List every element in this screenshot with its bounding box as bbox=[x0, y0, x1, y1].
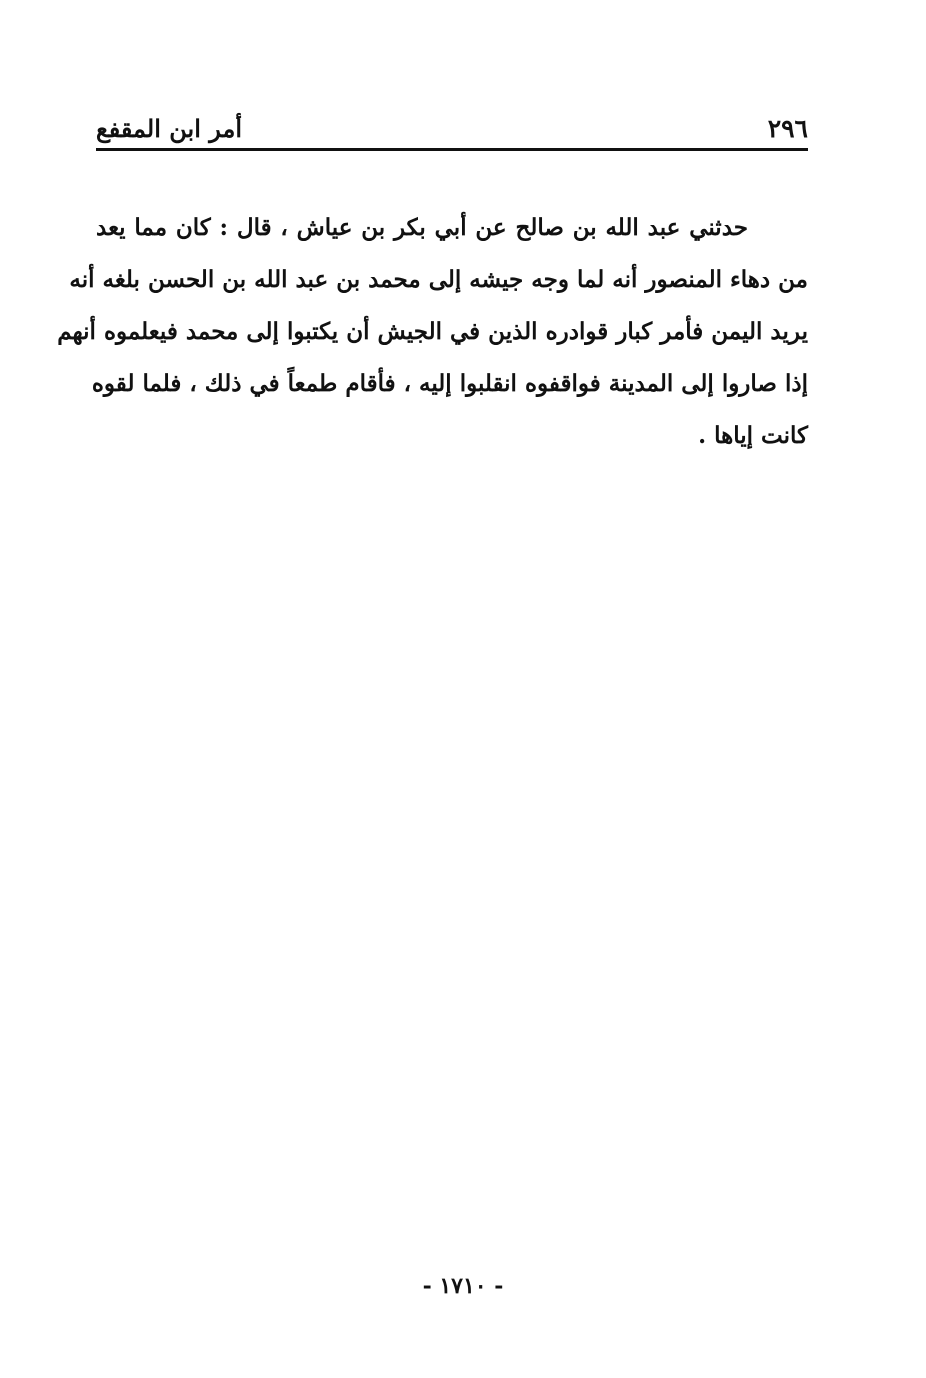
text-line: إذا صاروا إلى المدينة فواقفوه انقلبوا إليه ، فأقام طمعاً في ذلك ، فلما لقوه bbox=[91, 370, 808, 397]
header-rule bbox=[96, 148, 808, 151]
text-line: حدثني عبد الله بن صالح عن أبي بكر بن عياش ، قال : كان مما يعد bbox=[96, 214, 748, 241]
folio-number: - ١٧١٠ - bbox=[422, 1273, 504, 1299]
running-header bbox=[96, 112, 808, 148]
chapter-title: أمر ابن المقفع bbox=[96, 114, 243, 143]
body-paragraph bbox=[57, 202, 808, 462]
text-line: يريد اليمن فأمر كبار قوادره الذين في الجيش أن يكتبوا إلى محمد فيعلموه أنهم bbox=[57, 318, 808, 345]
text-line: من دهاء المنصور أنه لما وجه جيشه إلى محمد بن عبد الله بن الحسن بلغه أنه bbox=[69, 266, 808, 293]
page-number: ٢٩٦ bbox=[767, 114, 808, 143]
text-line: كانت إياها . bbox=[698, 422, 808, 449]
